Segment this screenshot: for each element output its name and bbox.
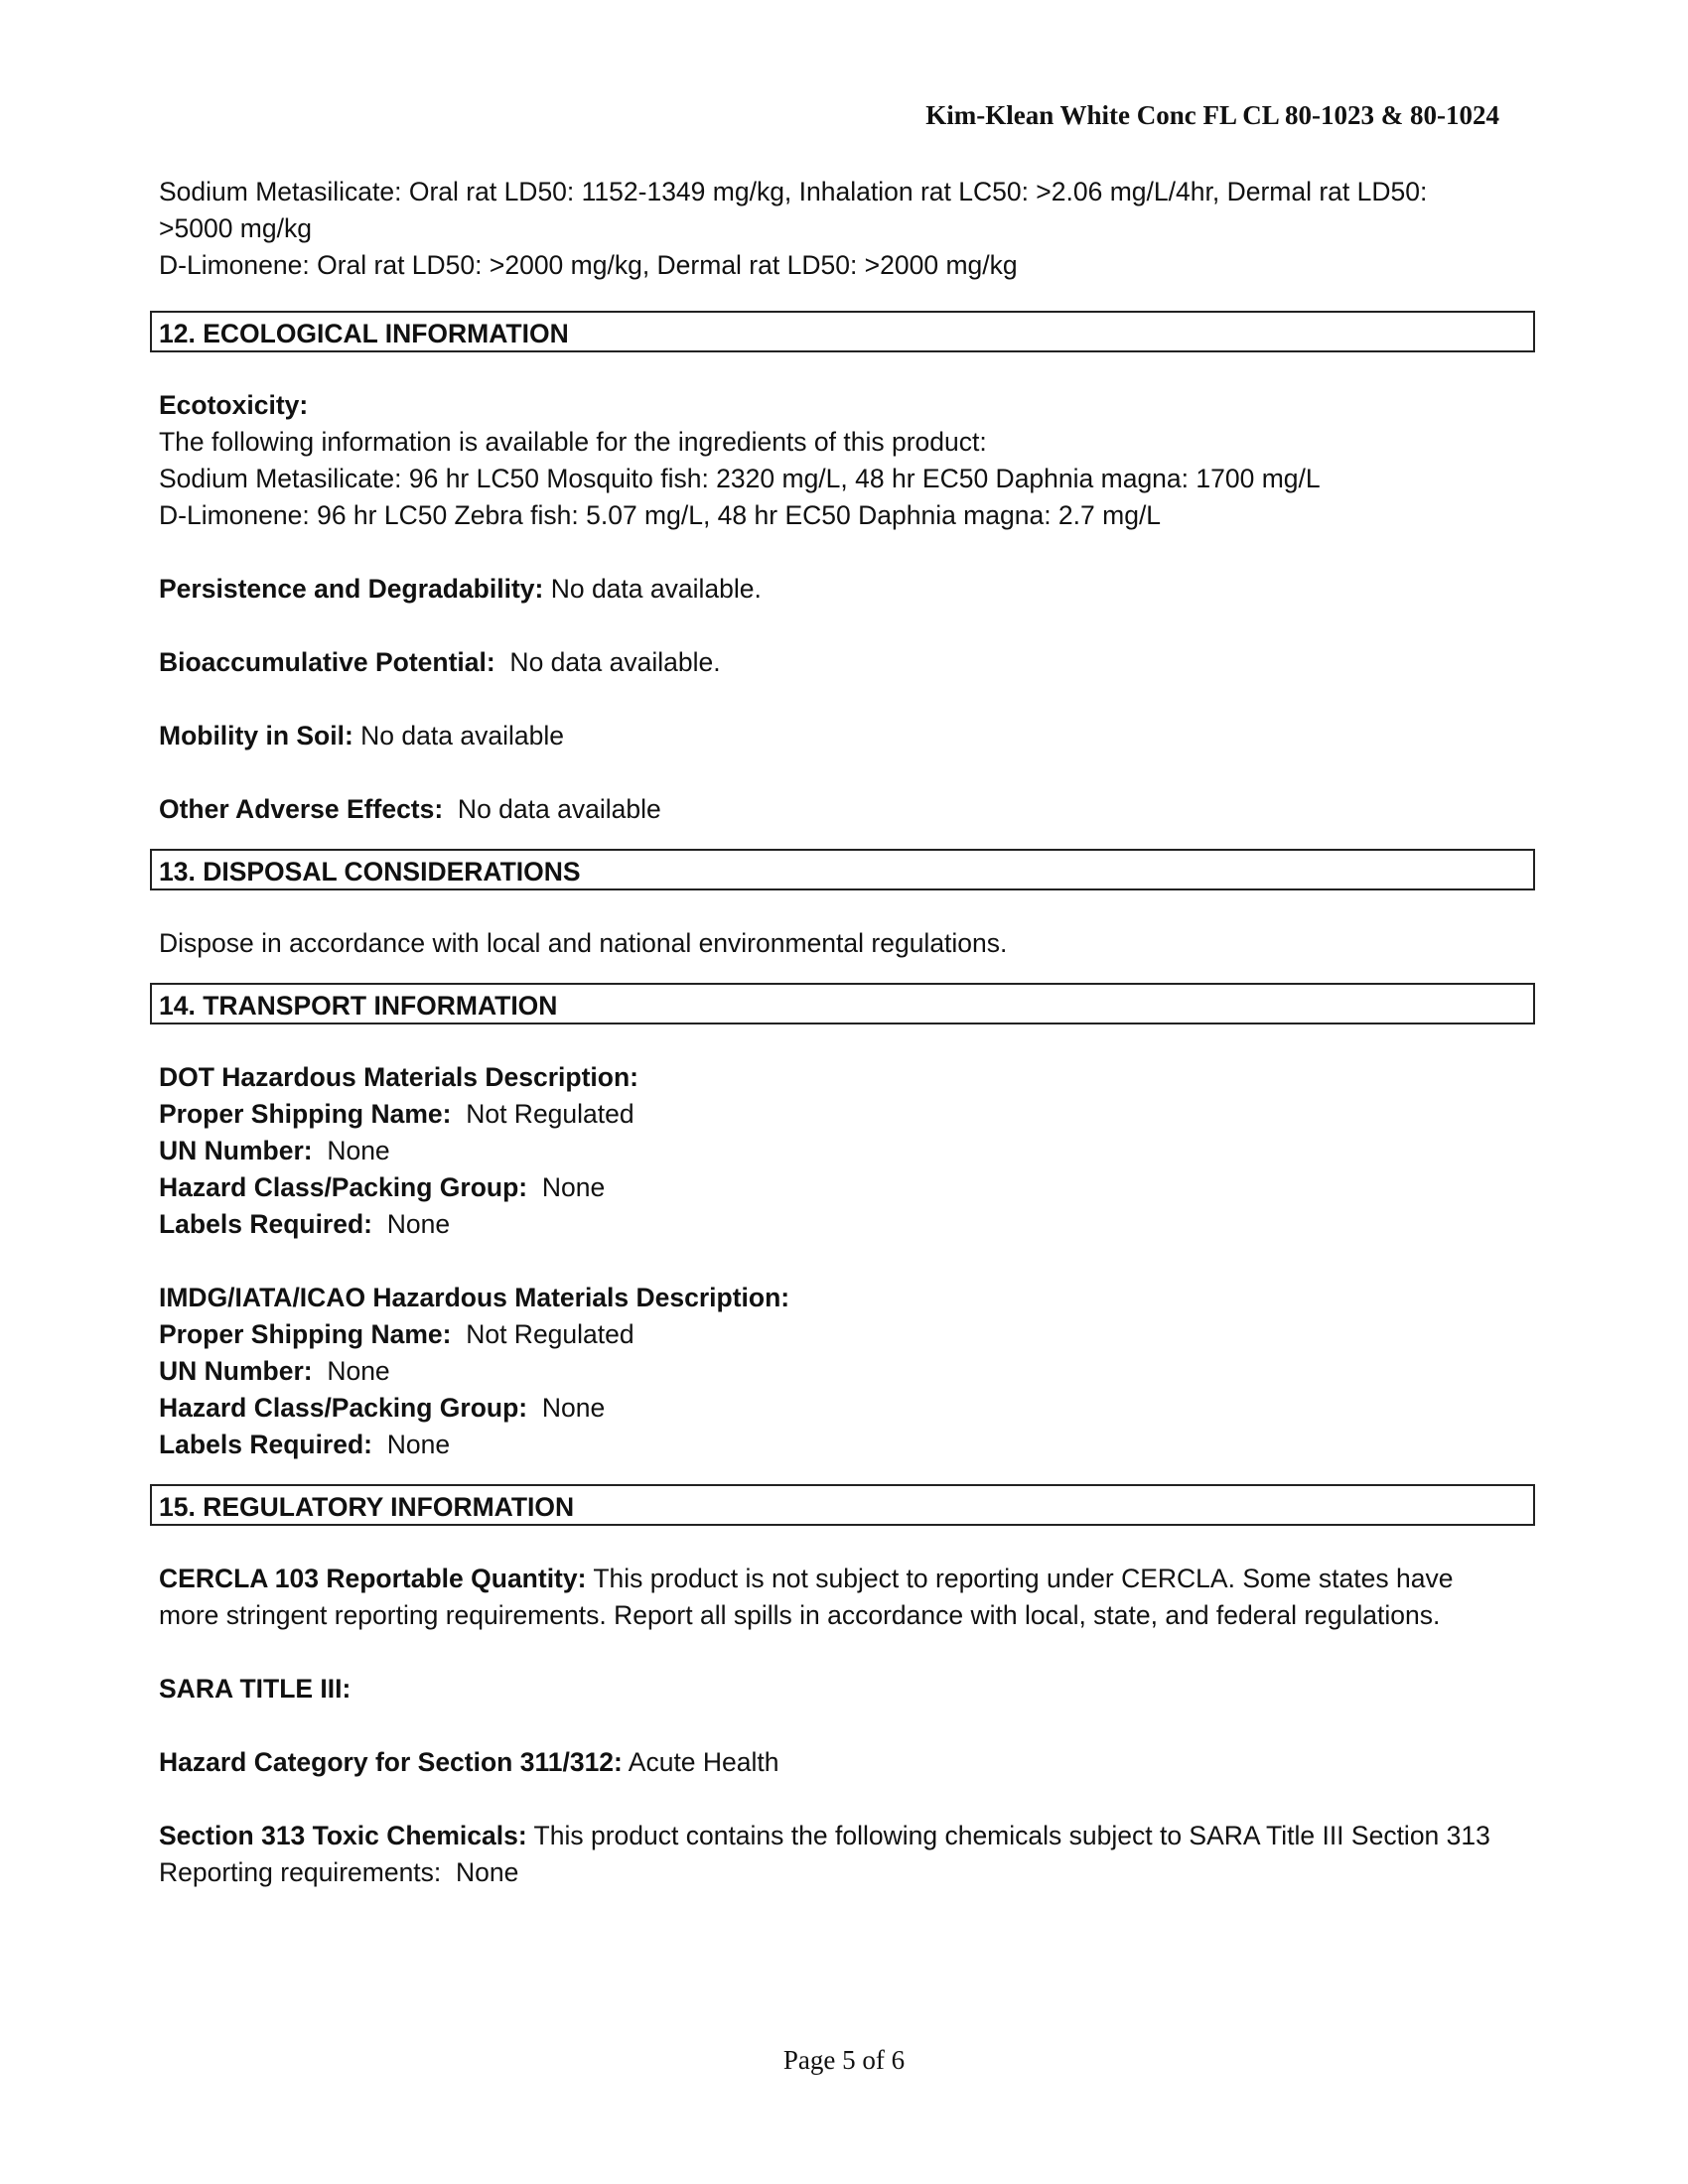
imdg-un-row: [159, 1353, 1539, 1390]
dot-un-value: None: [312, 1136, 390, 1165]
dot-shipping-name-row: [159, 1096, 1539, 1133]
imdg-shipping-name-row: [159, 1316, 1539, 1353]
other-effects-value: No data available: [443, 794, 661, 824]
cercla-text-2: more stringent reporting requirements. Report all spills in accordance with local, state, and federal regulations.: [159, 1600, 1441, 1630]
imdg-labels-label: Labels Required:: [159, 1430, 372, 1459]
bioaccumulative-label: Bioaccumulative Potential:: [159, 647, 495, 677]
document-header-title: Kim-Klean White Conc FL CL 80-1023 & 80-1024: [925, 100, 1499, 130]
imdg-hazard-class-value: None: [527, 1393, 606, 1423]
dot-shipping-name-label: Proper Shipping Name:: [159, 1099, 452, 1129]
section-15-heading: 15. REGULATORY INFORMATION: [150, 1484, 1535, 1526]
ecotoxicity-intro: The following information is available for the ingredients of this product:: [159, 427, 987, 457]
section-313-row: [159, 1818, 1539, 1854]
dot-labels-value: None: [372, 1209, 451, 1239]
cercla-label: CERCLA 103 Reportable Quantity:: [159, 1564, 587, 1593]
document-body: [159, 174, 1539, 1891]
mobility-row: [159, 718, 1539, 754]
section-14-heading: 14. TRANSPORT INFORMATION: [150, 983, 1535, 1024]
persistence-row: [159, 571, 1539, 608]
dot-title: DOT Hazardous Materials Description:: [159, 1062, 638, 1092]
tox-line-3: D-Limonene: Oral rat LD50: >2000 mg/kg, Dermal rat LD50: >2000 mg/kg: [159, 250, 1018, 280]
imdg-hazard-class-row: [159, 1390, 1539, 1427]
dot-labels-row: [159, 1206, 1539, 1243]
other-effects-row: [159, 791, 1539, 828]
hazard-category-row: [159, 1744, 1539, 1781]
cercla-row: [159, 1561, 1539, 1597]
section-313-text-1: This product contains the following chemicals subject to SARA Title III Section 313: [526, 1821, 1490, 1850]
imdg-labels-value: None: [372, 1430, 451, 1459]
imdg-un-value: None: [312, 1356, 390, 1386]
section-13-heading: 13. DISPOSAL CONSIDERATIONS: [150, 849, 1535, 890]
cercla-text-1: This product is not subject to reporting under CERCLA. Some states have: [586, 1564, 1454, 1593]
imdg-title: IMDG/IATA/ICAO Hazardous Materials Description:: [159, 1283, 790, 1312]
dot-hazard-class-row: [159, 1169, 1539, 1206]
dot-un-label: UN Number:: [159, 1136, 313, 1165]
bioaccumulative-row: [159, 644, 1539, 681]
imdg-shipping-name-value: Not Regulated: [451, 1319, 634, 1349]
persistence-label: Persistence and Degradability:: [159, 574, 544, 604]
section-12-heading: 12. ECOLOGICAL INFORMATION: [150, 311, 1535, 352]
bioaccumulative-value: No data available.: [494, 647, 721, 677]
imdg-un-label: UN Number:: [159, 1356, 313, 1386]
dot-labels-label: Labels Required:: [159, 1209, 372, 1239]
imdg-hazard-class-label: Hazard Class/Packing Group:: [159, 1393, 528, 1423]
tox-line-2: >5000 mg/kg: [159, 213, 312, 243]
imdg-shipping-name-label: Proper Shipping Name:: [159, 1319, 452, 1349]
ecotoxicity-sodium: Sodium Metasilicate: 96 hr LC50 Mosquito fish: 2320 mg/L, 48 hr EC50 Daphnia magna: 1700 mg/L: [159, 464, 1321, 493]
hazard-category-value: Acute Health: [622, 1747, 779, 1777]
dot-un-row: [159, 1133, 1539, 1169]
dot-hazard-class-label: Hazard Class/Packing Group:: [159, 1172, 528, 1202]
persistence-value: No data available.: [543, 574, 762, 604]
other-effects-label: Other Adverse Effects:: [159, 794, 444, 824]
hazard-category-label: Hazard Category for Section 311/312:: [159, 1747, 623, 1777]
tox-line-1: Sodium Metasilicate: Oral rat LD50: 1152-1349 mg/kg, Inhalation rat LC50: >2.06 mg/L/4hr, Dermal rat LD50:: [159, 177, 1428, 206]
section-313-label: Section 313 Toxic Chemicals:: [159, 1821, 527, 1850]
sara-title: SARA TITLE III:: [159, 1674, 352, 1704]
imdg-labels-row: [159, 1427, 1539, 1463]
ecotoxicity-limonene: D-Limonene: 96 hr LC50 Zebra fish: 5.07 mg/L, 48 hr EC50 Daphnia magna: 2.7 mg/L: [159, 500, 1162, 530]
mobility-label: Mobility in Soil:: [159, 721, 353, 751]
dot-hazard-class-value: None: [527, 1172, 606, 1202]
page-number: Page 5 of 6: [782, 2045, 906, 2075]
disposal-text: Dispose in accordance with local and national environmental regulations.: [159, 928, 1008, 958]
dot-shipping-name-value: Not Regulated: [451, 1099, 634, 1129]
ecotoxicity-label: Ecotoxicity:: [159, 390, 309, 420]
section-313-text-2: Reporting requirements: None: [159, 1857, 519, 1887]
mobility-value: No data available: [352, 721, 564, 751]
